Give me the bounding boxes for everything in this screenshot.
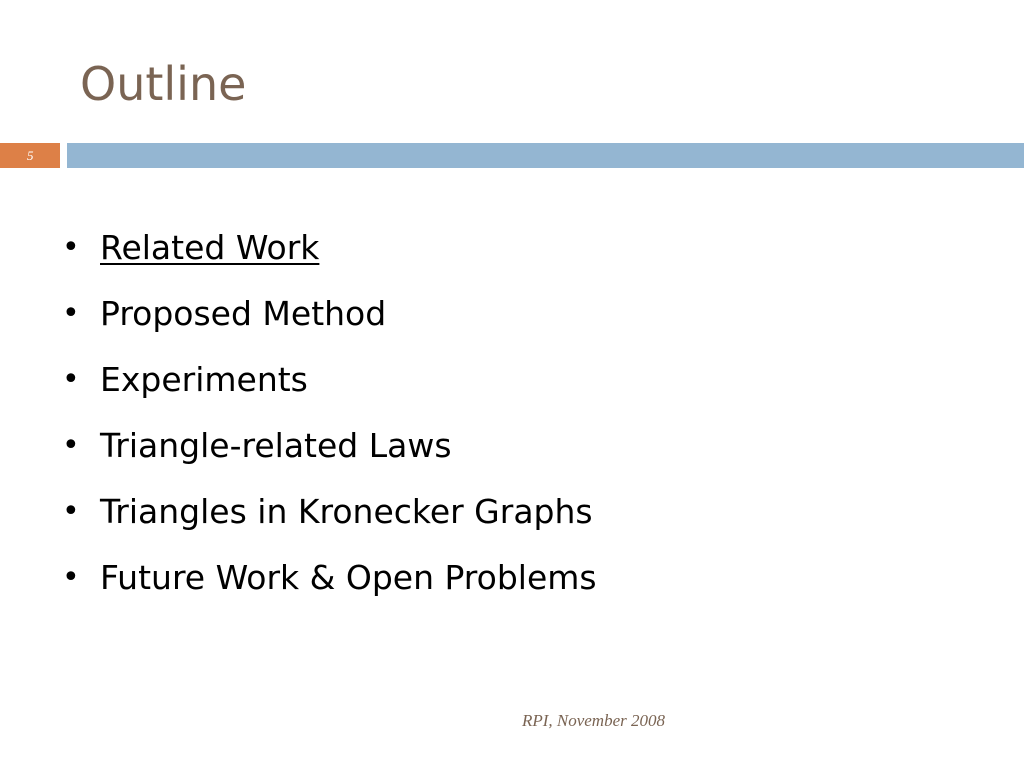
outline-item-experiments: Experiments (100, 360, 308, 399)
bullet-icon: • (62, 296, 80, 331)
outline-item-triangles-kronecker: Triangles in Kronecker Graphs (100, 492, 593, 531)
slide-footer: RPI, November 2008 (521, 711, 665, 730)
outline-item-related-work[interactable]: Related Work (100, 228, 320, 267)
bullet-icon: • (62, 560, 80, 595)
outline-item-triangle-related-laws: Triangle-related Laws (100, 426, 452, 465)
bullet-icon: • (62, 428, 80, 463)
bullet-icon: • (62, 230, 80, 265)
bullet-icon: • (62, 362, 80, 397)
outline-item-proposed-method: Proposed Method (100, 294, 387, 333)
slide-number: 5 (0, 143, 60, 168)
slide-title: Outline (80, 57, 247, 111)
header-bar (67, 143, 1024, 168)
bullet-icon: • (62, 494, 80, 529)
outline-item-future-work: Future Work & Open Problems (100, 558, 597, 597)
